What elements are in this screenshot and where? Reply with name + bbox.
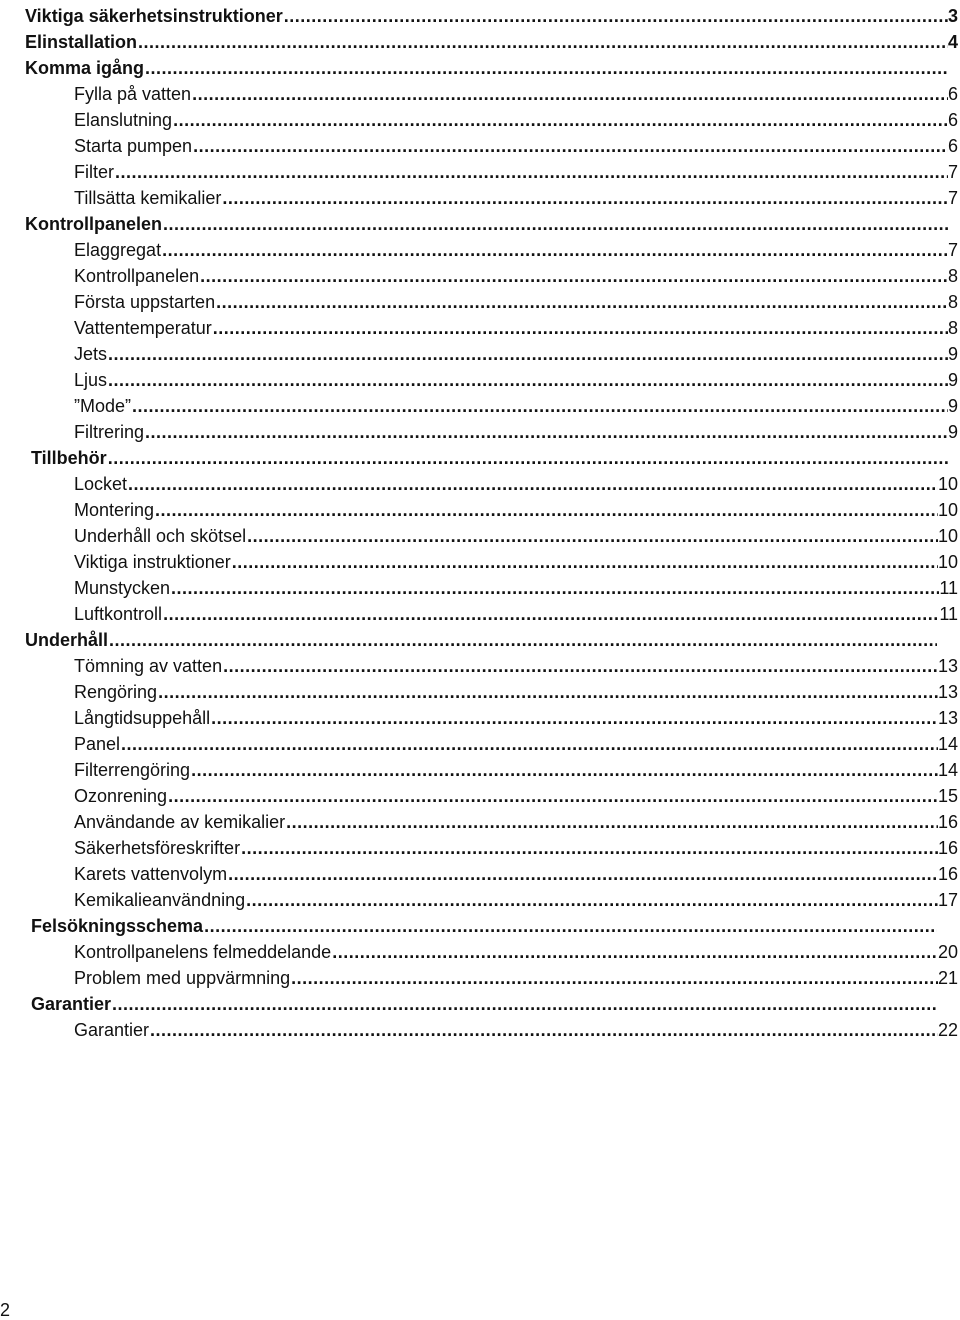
- toc-dot-leader: [286, 812, 938, 832]
- toc-entry-page: 9: [947, 370, 958, 390]
- toc-entry-page: 15: [937, 786, 958, 806]
- toc-entry-title: Kemikalieanvändning: [74, 890, 246, 910]
- toc-entry-page: 9: [947, 344, 958, 364]
- toc-entry[interactable]: [74, 754, 958, 780]
- toc-entry-title: Starta pumpen: [74, 136, 193, 156]
- toc-dot-leader: [150, 1020, 938, 1040]
- toc-heading[interactable]: [31, 442, 948, 468]
- toc-heading[interactable]: [25, 624, 937, 650]
- toc-entry-title: Underhåll: [25, 630, 109, 650]
- toc-entry-title: Filtrering: [74, 422, 145, 442]
- toc-entry-title: Säkerhetsföreskrifter: [74, 838, 241, 858]
- toc-heading[interactable]: [25, 0, 958, 26]
- toc-entry-title: Komma igång: [25, 58, 145, 78]
- toc-entry-title: Tillbehör: [31, 448, 107, 468]
- toc-dot-leader: [216, 292, 948, 312]
- toc-entry-title: Kontrollpanelens felmeddelande: [74, 942, 332, 962]
- toc-entry-page: 8: [947, 266, 958, 286]
- toc-dot-leader: [109, 630, 937, 650]
- toc-entry-title: Filter: [74, 162, 114, 182]
- toc-entry-title: Munstycken: [74, 578, 171, 598]
- toc-entry-title: Viktiga säkerhetsinstruktioner: [25, 6, 283, 26]
- toc-entry-title: Fylla på vatten: [74, 84, 192, 104]
- toc-dot-leader: [213, 318, 948, 338]
- toc-entry-page: 7: [947, 188, 958, 208]
- toc-entry-page: 17: [937, 890, 958, 910]
- toc-entry-title: Första uppstarten: [74, 292, 216, 312]
- toc-entry-page: 6: [947, 110, 958, 130]
- toc-entry-page: 14: [937, 760, 958, 780]
- toc-entry[interactable]: [74, 364, 958, 390]
- toc-entry-title: Panel: [74, 734, 121, 754]
- toc-dot-leader: [158, 682, 938, 702]
- toc-dot-leader: [191, 760, 938, 780]
- toc-entry-page: 4: [947, 32, 958, 52]
- toc-entry-title: Luftkontroll: [74, 604, 163, 624]
- toc-dot-leader: [232, 552, 938, 572]
- toc-entry-page: 10: [937, 474, 958, 494]
- toc-entry[interactable]: [74, 858, 958, 884]
- toc-entry[interactable]: [74, 286, 958, 312]
- toc-dot-leader: [128, 474, 938, 494]
- toc-entry[interactable]: [74, 884, 958, 910]
- toc-entry-page: 8: [947, 292, 958, 312]
- toc-entry-page: 21: [937, 968, 958, 988]
- toc-entry[interactable]: [74, 650, 958, 676]
- toc-entry[interactable]: [74, 260, 958, 286]
- toc-entry[interactable]: [74, 312, 958, 338]
- toc-entry-page: 16: [937, 812, 958, 832]
- toc-dot-leader: [200, 266, 948, 286]
- toc-dot-leader: [115, 162, 948, 182]
- toc-entry[interactable]: [74, 130, 958, 156]
- toc-entry[interactable]: [74, 572, 958, 598]
- page-number: 2: [0, 1300, 11, 1320]
- toc-heading[interactable]: [25, 26, 958, 52]
- toc-entry-title: Jets: [74, 344, 108, 364]
- toc-dot-leader: [171, 578, 939, 598]
- toc-dot-leader: [332, 942, 938, 962]
- toc-entry-title: Garantier: [74, 1020, 150, 1040]
- toc-entry-page: 22: [937, 1020, 958, 1040]
- toc-entry[interactable]: [74, 962, 958, 988]
- toc-heading[interactable]: [25, 208, 948, 234]
- toc-entry[interactable]: [74, 234, 958, 260]
- toc-entry-page: 7: [947, 240, 958, 260]
- toc-entry[interactable]: [74, 468, 958, 494]
- toc-dot-leader: [204, 916, 937, 936]
- toc-dot-leader: [193, 136, 948, 156]
- toc-dot-leader: [163, 214, 948, 234]
- toc-entry-title: Användande av kemikalier: [74, 812, 286, 832]
- toc-entry-page: 3: [947, 6, 958, 26]
- toc-entry-title: Elaggregat: [74, 240, 162, 260]
- toc-entry-title: Karets vattenvolym: [74, 864, 228, 884]
- toc-dot-leader: [108, 448, 948, 468]
- toc-entry[interactable]: [74, 676, 958, 702]
- toc-entry[interactable]: [74, 416, 958, 442]
- toc-entry-title: Kontrollpanelen: [25, 214, 163, 234]
- toc-dot-leader: [163, 604, 939, 624]
- toc-entry-title: Vattentemperatur: [74, 318, 212, 338]
- toc-entry-title: Locket: [74, 474, 128, 494]
- toc-entry-page: 9: [947, 422, 958, 442]
- toc-entry[interactable]: [74, 390, 958, 416]
- toc-entry[interactable]: [74, 598, 958, 624]
- toc-entry-title: Kontrollpanelen: [74, 266, 200, 286]
- toc-entry-title: Tömning av vatten: [74, 656, 223, 676]
- toc-entry[interactable]: [74, 702, 958, 728]
- toc-entry[interactable]: [74, 104, 958, 130]
- toc-entry-page: 10: [937, 552, 958, 572]
- toc-entry-page: 16: [937, 838, 958, 858]
- toc-dot-leader: [247, 526, 938, 546]
- toc-dot-leader: [192, 84, 948, 104]
- toc-entry[interactable]: [74, 338, 958, 364]
- toc-entry-title: Filterrengöring: [74, 760, 191, 780]
- toc-dot-leader: [173, 110, 948, 130]
- toc-entry[interactable]: [74, 78, 958, 104]
- toc-entry-title: Elinstallation: [25, 32, 138, 52]
- toc-entry-page: 11: [939, 578, 958, 598]
- toc-entry-title: Viktiga instruktioner: [74, 552, 231, 572]
- toc-entry-page: 6: [947, 136, 958, 156]
- toc-entry-page: 8: [947, 318, 958, 338]
- toc-entry[interactable]: [74, 832, 958, 858]
- toc-entry-title: Problem med uppvärmning: [74, 968, 291, 988]
- toc-heading[interactable]: [31, 910, 937, 936]
- toc-dot-leader: [108, 370, 948, 390]
- toc-entry-title: Montering: [74, 500, 155, 520]
- toc-entry-title: Underhåll och skötsel: [74, 526, 247, 546]
- toc-dot-leader: [246, 890, 938, 910]
- toc-entry-title: Ozonrening: [74, 786, 168, 806]
- toc-entry-page: 13: [937, 656, 958, 676]
- toc-entry[interactable]: [74, 728, 958, 754]
- toc-entry-title: Felsökningsschema: [31, 916, 204, 936]
- toc-entry-page: 9: [947, 396, 958, 416]
- toc-dot-leader: [291, 968, 938, 988]
- toc-entry-page: 10: [937, 526, 958, 546]
- toc-dot-leader: [222, 188, 948, 208]
- toc-entry-page: 14: [937, 734, 958, 754]
- toc-dot-leader: [162, 240, 948, 260]
- toc-entry[interactable]: [74, 806, 958, 832]
- toc-heading[interactable]: [25, 52, 948, 78]
- toc-entry[interactable]: [74, 1014, 958, 1040]
- toc-entry-page: 13: [937, 682, 958, 702]
- toc-dot-leader: [155, 500, 938, 520]
- toc-entry-title: Tillsätta kemikalier: [74, 188, 222, 208]
- toc-entry-title: Ljus: [74, 370, 108, 390]
- toc-heading[interactable]: [31, 988, 937, 1014]
- toc-entry-page: 6: [947, 84, 958, 104]
- toc-dot-leader: [138, 32, 948, 52]
- toc-entry-page: 20: [937, 942, 958, 962]
- toc-entry-page: 13: [937, 708, 958, 728]
- toc-entry-page: 16: [937, 864, 958, 884]
- toc-dot-leader: [145, 58, 948, 78]
- toc-dot-leader: [168, 786, 938, 806]
- toc-dot-leader: [284, 6, 948, 26]
- toc-entry[interactable]: [74, 780, 958, 806]
- toc-entry-title: ”Mode”: [74, 396, 132, 416]
- toc-dot-leader: [241, 838, 938, 858]
- toc-dot-leader: [121, 734, 938, 754]
- toc-entry-title: Garantier: [31, 994, 112, 1014]
- toc-entry-page: 7: [947, 162, 958, 182]
- toc-entry-title: Långtidsuppehåll: [74, 708, 211, 728]
- toc-entry[interactable]: [74, 520, 958, 546]
- toc-dot-leader: [145, 422, 948, 442]
- toc-entry-title: Rengöring: [74, 682, 158, 702]
- toc-entry[interactable]: [74, 936, 958, 962]
- toc-dot-leader: [132, 396, 948, 416]
- toc-dot-leader: [112, 994, 937, 1014]
- toc-entry-page: 10: [937, 500, 958, 520]
- toc-entry-title: Elanslutning: [74, 110, 173, 130]
- toc-entry[interactable]: [74, 182, 958, 208]
- toc-dot-leader: [108, 344, 948, 364]
- toc-dot-leader: [223, 656, 938, 676]
- toc-entry[interactable]: [74, 494, 958, 520]
- toc-dot-leader: [228, 864, 938, 884]
- toc-entry[interactable]: [74, 546, 958, 572]
- toc-entry-page: 11: [939, 604, 958, 624]
- toc-dot-leader: [211, 708, 938, 728]
- toc-entry[interactable]: [74, 156, 958, 182]
